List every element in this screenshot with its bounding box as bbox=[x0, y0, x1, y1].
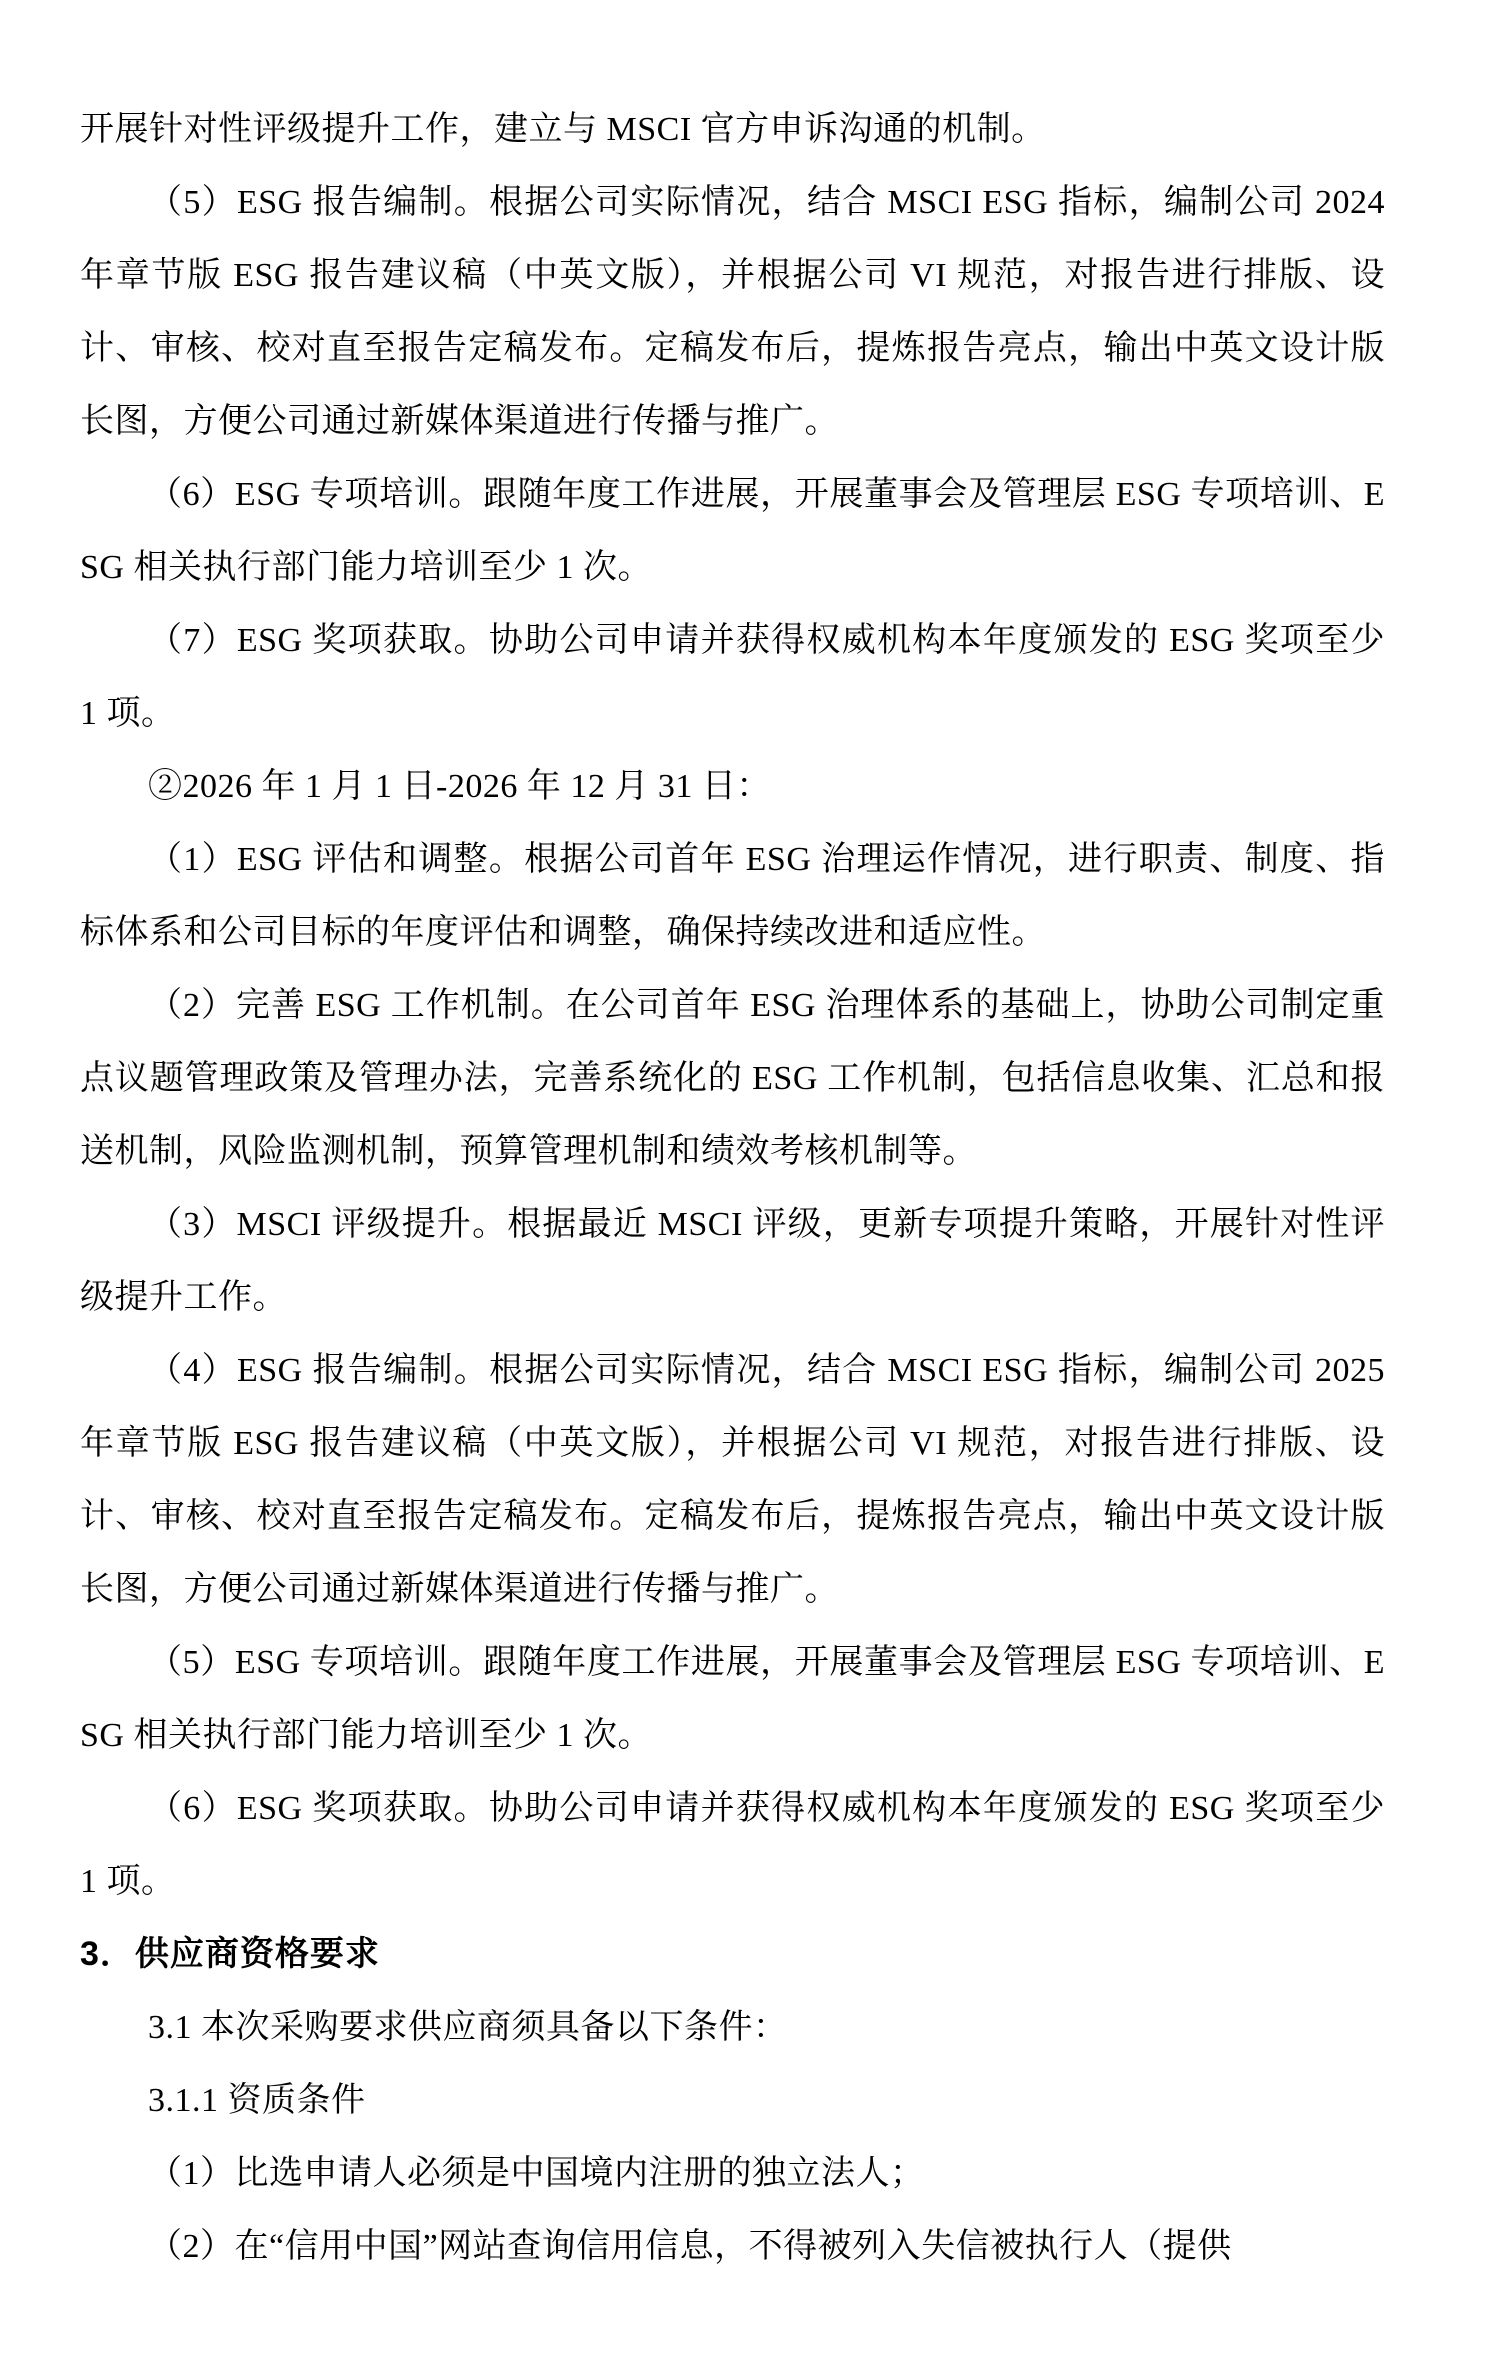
paragraph: （5）ESG 专项培训。跟随年度工作进展，开展董事会及管理层 ESG 专项培训、ESG 相关执行部门能力培训至少 1 次。 bbox=[80, 1644, 1385, 1754]
paragraph: 3.1 本次采购要求供应商须具备以下条件： bbox=[148, 2009, 788, 2046]
section-heading: 3．供应商资格要求 bbox=[80, 1935, 380, 1973]
paragraph: （3）MSCI 评级提升。根据最近 MSCI 评级，更新专项提升策略，开展针对性评级提升工作。 bbox=[80, 1206, 1385, 1316]
paragraph: （6）ESG 奖项获取。协助公司申请并获得权威机构本年度颁发的 ESG 奖项至少 1 项。 bbox=[80, 1790, 1385, 1900]
paragraph: （5）ESG 报告编制。根据公司实际情况，结合 MSCI ESG 指标，编制公司 2024 年章节版 ESG 报告建议稿（中英文版），并根据公司 VI 规范，对报告进行排版、设计、审核、校对直至报告定稿发布。定稿发布后，提炼报告亮点，输出中英文设计版长图，方便公司通过新媒体渠道进行传播与推广。 bbox=[80, 184, 1385, 440]
paragraph: ②2026 年 1 月 1 日-2026 年 12 月 31 日： bbox=[148, 768, 771, 805]
paragraph: （1）比选申请人必须是中国境内注册的独立法人； bbox=[148, 2155, 925, 2192]
paragraph: （7）ESG 奖项获取。协助公司申请并获得权威机构本年度颁发的 ESG 奖项至少 1 项。 bbox=[80, 622, 1385, 732]
paragraph: 开展针对性评级提升工作，建立与 MSCI 官方申诉沟通的机制。 bbox=[80, 111, 1046, 148]
paragraph: （2）完善 ESG 工作机制。在公司首年 ESG 治理体系的基础上，协助公司制定重点议题管理政策及管理办法，完善系统化的 ESG 工作机制，包括信息收集、汇总和报送机制，风险监测机制，预算管理机制和绩效考核机制等。 bbox=[80, 987, 1385, 1170]
paragraph: （4）ESG 报告编制。根据公司实际情况，结合 MSCI ESG 指标，编制公司 2025 年章节版 ESG 报告建议稿（中英文版），并根据公司 VI 规范，对报告进行排版、设计、审核、校对直至报告定稿发布。定稿发布后，提炼报告亮点，输出中英文设计版长图，方便公司通过新媒体渠道进行传播与推广。 bbox=[80, 1352, 1385, 1608]
paragraph: （1）ESG 评估和调整。根据公司首年 ESG 治理运作情况，进行职责、制度、指标体系和公司目标的年度评估和调整，确保持续改进和适应性。 bbox=[80, 841, 1385, 951]
document-body bbox=[80, 93, 1385, 2283]
paragraph: （6）ESG 专项培训。跟随年度工作进展，开展董事会及管理层 ESG 专项培训、ESG 相关执行部门能力培训至少 1 次。 bbox=[80, 476, 1385, 586]
paragraph: （2）在“信用中国”网站查询信用信息，不得被列入失信被执行人（提供 bbox=[148, 2228, 1232, 2265]
paragraph: 3.1.1 资质条件 bbox=[148, 2082, 366, 2119]
